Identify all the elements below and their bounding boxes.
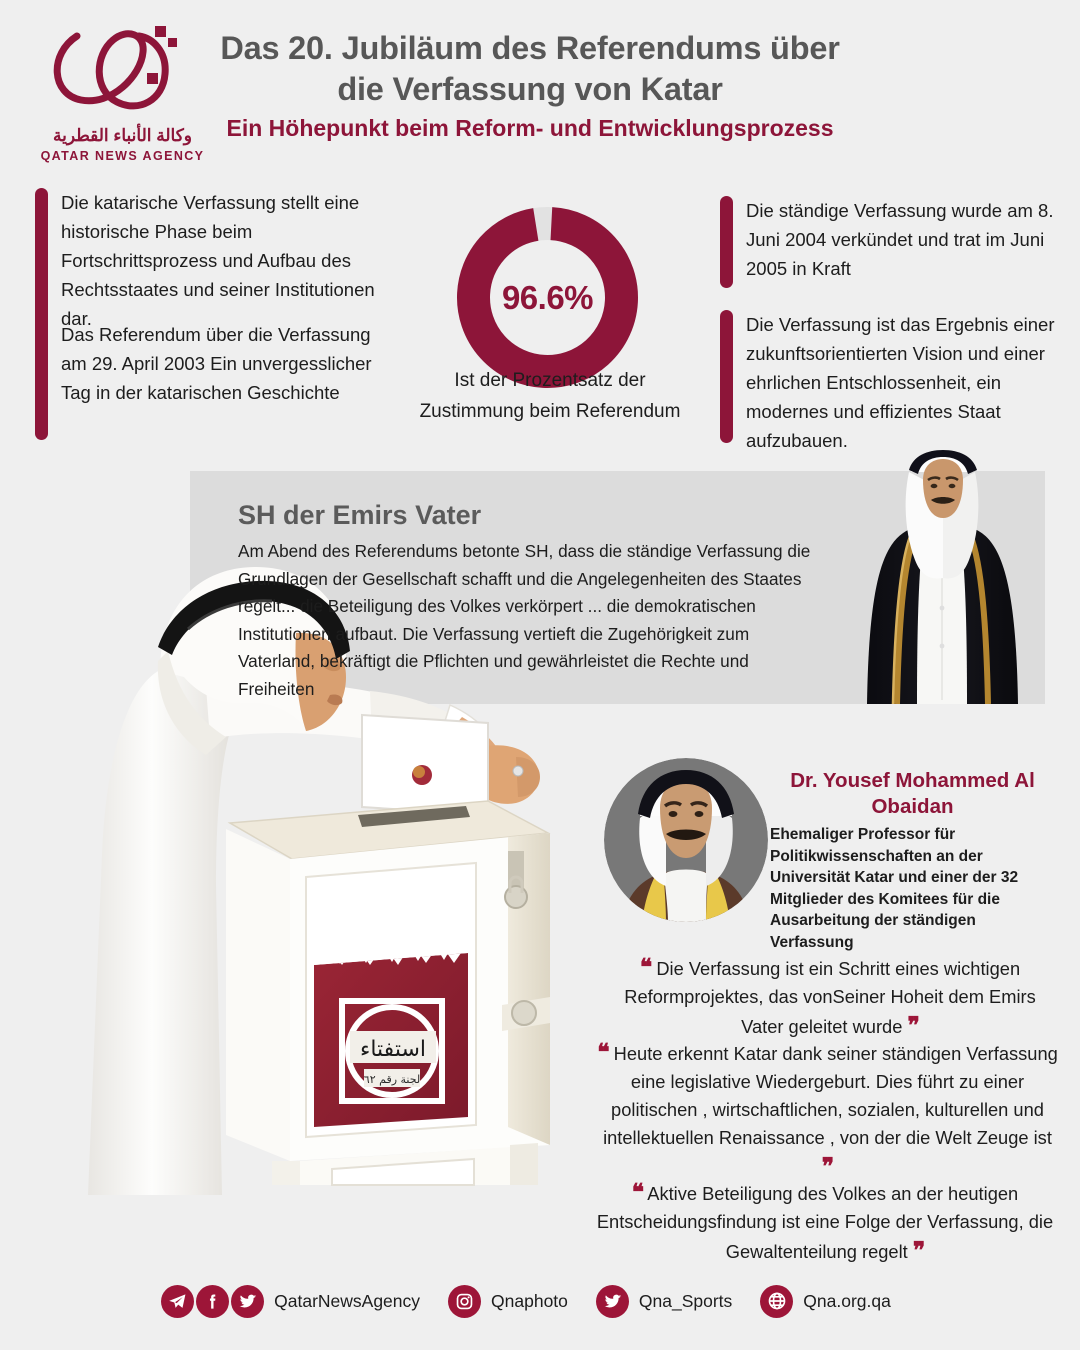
quote-close-icon: ❞	[912, 1237, 925, 1263]
quote-open-icon: ❝	[631, 1179, 644, 1205]
social-label: Qna.org.qa	[803, 1290, 891, 1311]
expert-portrait	[604, 758, 768, 922]
facebook-icon[interactable]	[196, 1285, 229, 1318]
ballot-box-label-arabic: استفتاء	[360, 1037, 426, 1062]
accent-bar	[35, 188, 48, 336]
donut-caption: Ist der Prozentsatz der Zustimmung beim Referendum	[419, 370, 681, 422]
qna-logo	[35, 18, 210, 168]
fact-text: Die Verfassung ist das Ergebnis einer zukunftsorientierten Vision und einer ehrlichen Entschlossenheit, ein modernes und effizientes Staat aufzubauen.	[746, 314, 1055, 451]
social-label: QatarNewsAgency	[274, 1290, 421, 1311]
quote-open-icon: ❝	[639, 954, 652, 980]
fact-card-right-1	[720, 196, 1065, 288]
accent-bar	[720, 196, 733, 288]
approval-donut-chart	[455, 205, 640, 390]
page-title: Das 20. Jubiläum des Referendums über die Verfassung von Katar	[220, 30, 840, 107]
social-account-qatarnewsagency[interactable]	[161, 1285, 448, 1318]
social-label: Qna_Sports	[638, 1290, 733, 1311]
quote-text: Aktive Beteiligung des Volkes an der heutigen Entscheidungsfindung ist eine Folge der Verfassung, die Gewaltenteilung regelt	[596, 1183, 1054, 1262]
telegram-icon[interactable]	[161, 1285, 194, 1318]
quote-text: Heute erkennt Katar dank seiner ständigen Verfassung eine legislative Wiedergeburt. Dies führt zu einer politischen , wirtschaftlichen, sozialen, kulturellen und intellektuellen Renaissance , von der die Welt Zeuge ist	[603, 1043, 1058, 1148]
qna-atom-logo-icon	[35, 18, 210, 123]
expert-role: Ehemaliger Professor für Politikwissenschaften an der Universität Katar und einer der 32 Mitglieder des Komitees für die Ausarbeitung der ständigen Verfassung	[770, 826, 1019, 951]
globe-icon[interactable]	[760, 1285, 793, 1318]
emir-section-title: SH der Emirs Vater	[238, 500, 482, 530]
fact-text: Die katarische Verfassung stellt eine historische Phase beim Fortschrittsprozess und Aufbau des Rechtsstaates und seiner Institutionen dar.	[61, 192, 375, 329]
fact-card-left-2	[35, 320, 380, 440]
quote-close-icon: ❞	[821, 1153, 834, 1179]
quote-close-icon: ❞	[907, 1012, 919, 1038]
logo-arabic-name: وكالة الأنباء القطرية	[52, 126, 192, 145]
fact-card-right-2	[720, 310, 1065, 455]
social-account-website[interactable]	[760, 1285, 919, 1318]
social-footer	[0, 1272, 1080, 1330]
donut-value-label: 96.6%	[501, 278, 594, 316]
twitter-icon[interactable]	[231, 1285, 264, 1318]
emir-section-body: Am Abend des Referendums betonte SH, dass die ständige Verfassung die Grundlagen der Gesellschaft schafft und die Angelegenheiten des Staates regelt... die Beteiligung des Volkes verkörpert ... die demokratischen Institutionen aufbaut. Die Verfassung vertieft die Zugehörigkeit zum Vaterland, bekräftigt die Pflichten und gewährleistet die Rechte und Freiheiten	[238, 541, 811, 699]
expert-quote-1	[605, 953, 1055, 1041]
fact-text: Die ständige Verfassung wurde am 8. Juni 2004 verkündet und trat im Juni 2005 in Kraft	[746, 200, 1054, 279]
social-account-qnasports[interactable]	[596, 1285, 760, 1318]
expert-name: Dr. Yousef Mohammed Al Obaidan	[790, 769, 1035, 818]
twitter-icon[interactable]	[596, 1285, 629, 1318]
expert-quote-2	[595, 1038, 1060, 1182]
social-account-qnaphoto[interactable]	[448, 1285, 596, 1318]
quote-open-icon: ❝	[597, 1039, 609, 1065]
logo-english-name: QATAR NEWS AGENCY	[40, 149, 205, 163]
expert-avatar	[604, 758, 768, 922]
emir-father-photo	[855, 450, 1030, 704]
fact-text: Das Referendum über die Verfassung am 29. April 2003 Ein unvergesslicher Tag in der katarischen Geschichte	[61, 324, 372, 403]
expert-quote-3	[590, 1178, 1060, 1266]
instagram-icon[interactable]	[448, 1285, 481, 1318]
ballot-box-sublabel-arabic: لجنة رقم ٦٢	[363, 1073, 421, 1086]
accent-bar	[35, 320, 48, 440]
fact-card-left-1	[35, 188, 380, 336]
quote-text: Die Verfassung ist ein Schritt eines wichtigen Reformprojektes, das vonSeiner Hoheit dem Emirs Vater geleitet wurde	[624, 958, 1036, 1037]
social-label: Qnaphoto	[491, 1290, 568, 1311]
page-subtitle: Ein Höhepunkt beim Reform- und Entwicklungsprozess	[226, 115, 834, 141]
accent-bar	[720, 310, 733, 443]
